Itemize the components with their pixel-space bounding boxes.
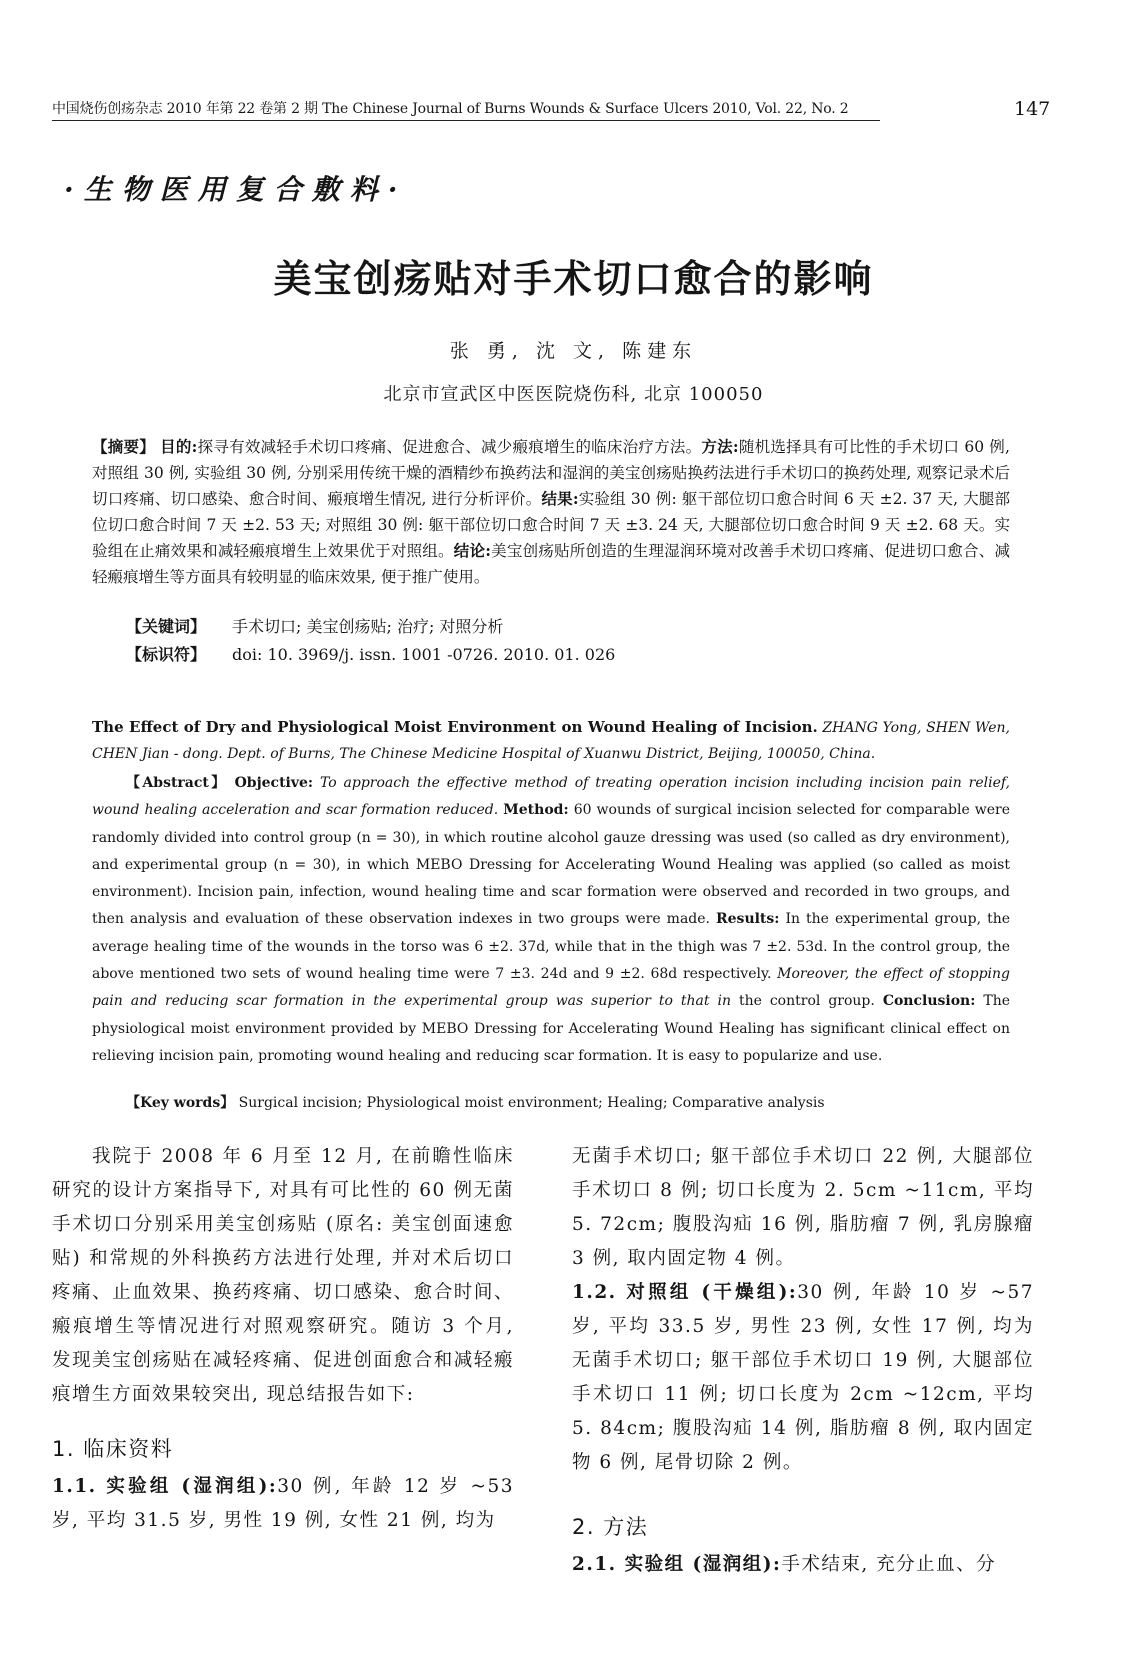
en-results-text: In the experimental group, the average healing time of the wounds in the torso was 6 ±2. 37d, while that in the thigh was 7 ±2. 53d. In the control group, the above mentioned two sets of wound healing time were 7 ±3. 24d and 9 ±2. 68d respectively. (92, 911, 1011, 983)
authors: 张 勇, 沈 文, 陈建东 (449, 340, 698, 362)
en-method-label: Method: (503, 802, 569, 819)
keywords-text: 手术切口; 美宝创疡贴; 治疗; 对照分析 (232, 617, 504, 636)
abstract-label: 【摘要】 (92, 437, 155, 456)
conclusion-label: 结论: (453, 541, 491, 560)
en-results-label: Results: (716, 911, 780, 928)
results-label: 结果: (541, 489, 579, 508)
en-objective-label: Objective: (234, 775, 314, 791)
method-label: 方法: (701, 437, 739, 456)
en-keywords-label: 【Key words】 (126, 1095, 235, 1111)
english-keywords (126, 1092, 825, 1112)
intro-paragraph: 我院于 2008 年 6 月至 12 月, 在前瞻性临床研究的设计方案指导下, 对具有可比性的 60 例无菌手术切口分别采用美宝创疡贴 (原名: 美宝创面速愈贴) 和常规的外科换药方法进行处理, 并对术后切口疼痛、止血效果、换药疼痛、切口感染、愈合时间、瘢痕增生等情况进行对照观察研究。随访 3 个月, 发现美宝创疡贴在减轻疼痛、促进创面愈合和减轻瘢痕增生方面效果较突出, 现总结报告如下: (52, 1146, 514, 1405)
s1-1-paragraph (52, 1470, 514, 1538)
en-method-text: 60 wounds of surgical incision selected for comparable were randomly divided into control group (n = 30), in which routine alcohol gauze dressing was used (so called as dry environment), and experimental group (n = 30), in which MEBO Dressing for Accelerating Wound Healing was applied (so called as moist environment). Incision pain, infection, wound healing time and scar formation were observed and recorded in two groups, and then analysis and evaluation of these observation indexes in two groups were made. (92, 802, 1011, 928)
en-abstract-label: 【Abstract】 (126, 775, 228, 791)
en-results-tail: the control group. (738, 993, 875, 1010)
english-title-block (92, 714, 1010, 767)
s2-1-label: 2.1. 实验组 (湿润组): (572, 1554, 782, 1575)
affiliation: 北京市宣武区中医医院烧伤科, 北京 100050 (383, 384, 764, 405)
section-label: ·生物医用复合敷料· (64, 173, 408, 206)
english-abstract (92, 770, 1010, 1070)
chinese-abstract (92, 434, 1010, 590)
s1-1-continued: 无菌手术切口; 躯干部位手术切口 22 例, 大腿部位手术切口 8 例; 切口长度为 2. 5cm ~11cm, 平均 5. 72cm; 腹股沟疝 16 例, 脂肪瘤 7 例, 乳房腺瘤 3 例, 取内固定物 4 例。 (572, 1146, 1034, 1269)
journal-header: 中国烧伤创疡杂志 2010 年第 22 卷第 2 期 The Chinese Journal of Burns Wounds & Surface Ulcers 2010, Vol. 22, No. 2 (52, 98, 880, 121)
s1-2-label: 1.2. 对照组 (干燥组): (572, 1282, 798, 1303)
en-results-italic: Moreover, the effect of stopping pain and reducing scar formation in the experimental group was superior to that in (92, 966, 1010, 1010)
section1-heading: 1. 临床资料 (52, 1437, 174, 1461)
english-title: The Effect of Dry and Physiological Moist Environment on Wound Healing of Incision. (92, 718, 818, 736)
s2-1-paragraph (572, 1548, 1034, 1582)
en-objective-text: To approach the effective method of treating operation incision including incision pain relief, wound healing acceleration and scar formation reduced. (92, 775, 1010, 819)
objective-text: 探寻有效减轻手术切口疼痛、促进愈合、减少瘢痕增生的临床治疗方法。 (197, 438, 702, 456)
body-left-column (52, 1140, 514, 1538)
doi-text: doi: 10. 3969/j. issn. 1001 -0726. 2010. 01. 026 (232, 645, 616, 664)
page-number: 147 (1014, 98, 1051, 120)
s2-1-text: 手术结束, 充分止血、分 (781, 1554, 997, 1575)
s1-2-paragraph (572, 1276, 1034, 1480)
en-keywords-text: Surgical incision; Physiological moist environment; Healing; Comparative analysis (238, 1095, 825, 1111)
section2-heading: 2. 方法 (572, 1515, 649, 1539)
en-conclusion-label: Conclusion: (882, 993, 976, 1010)
s1-2-text: 30 例, 年龄 10 岁 ~57 岁, 平均 33.5 岁, 男性 23 例, 女性 17 例, 均为无菌手术切口; 躯干部位手术切口 19 例, 大腿部位手术切口 11 例; 切口长度为 2cm ~12cm, 平均 5. 84cm; 腹股沟疝 14 例, 脂肪瘤 8 例, 取内固定物 6 例, 尾骨切除 2 例。 (572, 1282, 1034, 1473)
cn-identifier (126, 642, 615, 665)
paper-title: 美宝创疡贴对手术切口愈合的影响 (273, 257, 874, 301)
s1-1-text: 30 例, 年龄 12 岁 ~53 岁, 平均 31.5 岁, 男性 19 例, 女性 21 例, 均为 (52, 1476, 514, 1531)
conclusion-text: 美宝创疡贴所创造的生理湿润环境对改善手术切口疼痛、促进切口愈合、减轻瘢痕增生等方面具有较明显的临床效果, 便于推广使用。 (92, 542, 1010, 586)
method-text: 随机选择具有可比性的手术切口 60 例, 对照组 30 例, 实验组 30 例, 分别采用传统干燥的酒精纱布换药法和湿润的美宝创疡贴换药法进行手术切口的换药处理, 观察记录术后切口疼痛、切口感染、愈合时间、瘢痕增生情况, 进行分析评价。 (92, 438, 1010, 508)
cn-keywords (126, 614, 503, 637)
english-authors-affiliation: ZHANG Yong, SHEN Wen, CHEN Jian - dong. Dept. of Burns, The Chinese Medicine Hospital of Xuanwu District, Beijing, 100050, China. (92, 720, 1011, 762)
s1-1-label: 1.1. 实验组 (湿润组): (52, 1476, 278, 1497)
identifier-label: 【标识符】 (126, 645, 207, 664)
body-right-column (572, 1140, 1034, 1582)
keywords-label: 【关键词】 (126, 617, 207, 636)
en-conclusion-text: The physiological moist environment provided by MEBO Dressing for Accelerating Wound Healing has significant clinical effect on relieving incision pain, promoting wound healing and reducing scar formation. It is easy to popularize and use. (92, 993, 1010, 1064)
objective-label: 目的: (160, 437, 198, 456)
results-text: 实验组 30 例: 躯干部位切口愈合时间 6 天 ±2. 37 天, 大腿部位切口愈合时间 7 天 ±2. 53 天; 对照组 30 例: 躯干部位切口愈合时间 7 天 ±3. 24 天, 大腿部位切口愈合时间 9 天 ±2. 68 天。实验组在止痛效果和减轻瘢痕增生上效果优于对照组。 (92, 490, 1011, 560)
